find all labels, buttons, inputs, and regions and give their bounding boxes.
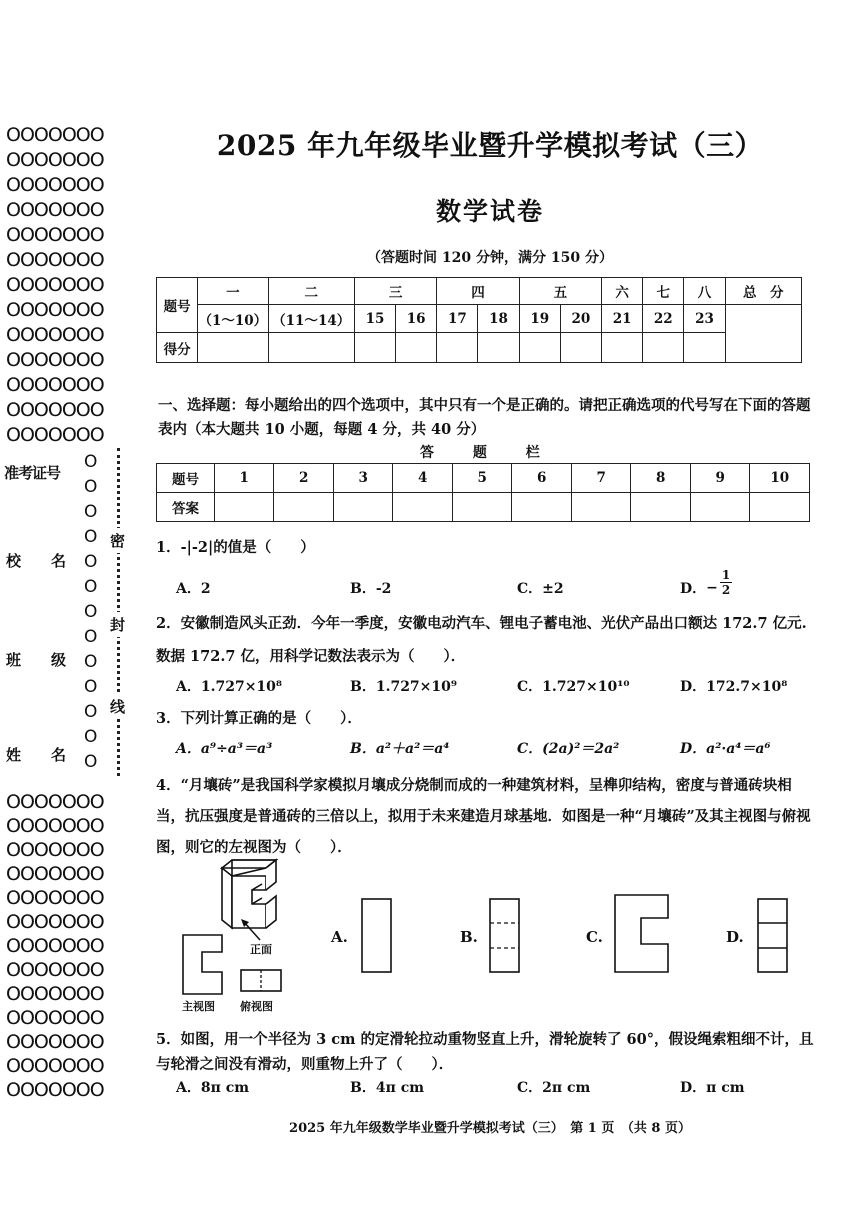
q5-option-d: D．π cm	[680, 1080, 745, 1096]
answer-cell[interactable]	[452, 493, 512, 522]
ring: O	[84, 527, 98, 547]
ring-row: OOOOOOO	[6, 863, 104, 885]
ring-row: OOOOOOO	[6, 374, 104, 396]
ring: O	[84, 552, 98, 572]
ring-row: OOOOOOO	[6, 911, 104, 933]
question-range: 17	[437, 305, 478, 333]
answer-number: 10	[750, 464, 810, 493]
score-cell[interactable]	[602, 333, 643, 363]
q4-option-a-figure	[361, 898, 393, 974]
ring-row: OOOOOOO	[6, 839, 104, 861]
ring: O	[84, 452, 98, 472]
ring-row: OOOOOOO	[6, 815, 104, 837]
ring-row: OOOOOOO	[6, 1031, 104, 1053]
ring: O	[84, 677, 98, 697]
school-label: 校 名	[6, 552, 67, 570]
score-cell[interactable]	[268, 333, 354, 363]
q2-option-d: D．172.7×10⁸	[680, 679, 788, 695]
top-view-caption: 俯视图	[240, 1000, 273, 1013]
question-1-stem: 1．-|-2|的值是（ ）	[156, 539, 315, 556]
question-range: （1～10）	[198, 305, 268, 333]
question-range: 19	[519, 305, 560, 333]
section-header: 一	[198, 278, 268, 305]
score-cell[interactable]	[437, 333, 478, 363]
q2-option-a: A．1.727×10⁸	[176, 679, 283, 695]
ring-row: OOOOOOO	[6, 935, 104, 957]
answer-cell[interactable]	[750, 493, 810, 522]
ring-row: OOOOOOO	[6, 349, 104, 371]
q2-option-b: B．1.727×10⁹	[350, 679, 458, 695]
answer-cell[interactable]	[333, 493, 393, 522]
ring: O	[84, 477, 98, 497]
seal-char-xian: 线	[110, 694, 125, 719]
question-range: 16	[396, 305, 437, 333]
ring: O	[84, 727, 98, 747]
ring-row: OOOOOOO	[6, 424, 104, 446]
answer-number: 2	[274, 464, 334, 493]
q3-option-c: C．(2a)²＝2a²	[517, 741, 620, 757]
q1-option-b: B．-2	[350, 581, 392, 597]
answer-cell[interactable]	[214, 493, 274, 522]
q1-option-a: A．2	[176, 581, 211, 597]
q5-option-c: C．2π cm	[517, 1080, 591, 1096]
exam-info: （答题时间 120 分钟，满分 150 分）	[367, 250, 613, 266]
q4-option-a-label: A.	[331, 928, 348, 946]
section-header: 八	[684, 278, 725, 305]
q5-option-b: B．4π cm	[350, 1080, 425, 1096]
q3-option-b: B．a²＋a²＝a⁴	[350, 741, 450, 757]
q5-option-a: A．8π cm	[176, 1080, 250, 1096]
score-cell[interactable]	[354, 333, 395, 363]
ring: O	[84, 752, 98, 772]
ring-row: OOOOOOO	[6, 983, 104, 1005]
front-label: 正面	[250, 943, 272, 956]
q1-option-d-prefix: D．	[680, 581, 707, 597]
ring-row: OOOOOOO	[6, 174, 104, 196]
question-2-stem: 2．安徽制造风头正劲．今年一季度，安徽电动汽车、锂电子蓄电池、光伏产品出口额达 172.7 亿元.数据 172.7 亿，用科学记数法表示为（ ）．	[156, 615, 807, 665]
exam-subtitle: 数学试卷	[435, 197, 544, 226]
answer-table	[156, 463, 810, 522]
ring: O	[84, 652, 98, 672]
question-4-stem: 4．“月壤砖”是我国科学家模拟月壤成分烧制而成的一种建筑材料，呈榫卯结构，密度与普通砖块相当，抗压强度是普通砖的三倍以上，拟用于未来建造月球基地．如图是一种“月壤砖”及其主视图与俯视图，则它的左视图为（ ）．	[156, 777, 811, 856]
question-range: 15	[354, 305, 395, 333]
ring-row: OOOOOOO	[6, 149, 104, 171]
q4-option-b-figure	[489, 898, 521, 974]
answer-cell[interactable]	[274, 493, 334, 522]
ring-row: OOOOOOO	[6, 1079, 104, 1101]
answer-cell[interactable]	[690, 493, 750, 522]
ring-row: OOOOOOO	[6, 399, 104, 421]
q1-option-d: D． − $\frac{1}{2}$	[680, 567, 731, 597]
q4-option-d-figure	[757, 898, 789, 974]
score-cell[interactable]	[519, 333, 560, 363]
question-5-stem: 5．如图，用一个半径为 3 cm 的定滑轮拉动重物竖直上升，滑轮旋转了 60°，假设绳索粗细不计，且与轮滑之间没有滑动，则重物上升了（ ）．	[156, 1031, 814, 1073]
main-view-caption: 主视图	[182, 1000, 215, 1013]
q3-option-a: A．a⁹÷a³＝a³	[176, 741, 273, 757]
ring-row: OOOOOOO	[6, 887, 104, 909]
section-header: 总 分	[725, 278, 801, 305]
question-range: 18	[478, 305, 519, 333]
score-cell[interactable]	[643, 333, 684, 363]
exam-number-label: 准考证号	[4, 464, 61, 482]
answer-number: 1	[214, 464, 274, 493]
answer-bar-title: 答 题 栏	[420, 445, 540, 461]
seal-char-mi: 密	[110, 528, 125, 553]
total-score-cell[interactable]	[725, 305, 801, 363]
answer-row-label: 题号	[157, 464, 215, 493]
score-cell[interactable]	[560, 333, 601, 363]
ring-row: OOOOOOO	[6, 791, 104, 813]
q4-option-c-label: C.	[586, 928, 603, 946]
section-header: 七	[643, 278, 684, 305]
ring-row: OOOOOOO	[6, 274, 104, 296]
ring: O	[84, 702, 98, 722]
question-range: 21	[602, 305, 643, 333]
page-footer: 2025 年九年级数学毕业暨升学模拟考试（三） 第 1 页 （共 8 页）	[289, 1121, 691, 1136]
answer-number: 4	[393, 464, 453, 493]
answer-cell[interactable]	[393, 493, 453, 522]
ring-row: OOOOOOO	[6, 324, 104, 346]
answer-cell[interactable]	[512, 493, 572, 522]
ring-row: OOOOOOO	[6, 959, 104, 981]
answer-number: 3	[333, 464, 393, 493]
answer-number: 5	[452, 464, 512, 493]
main-view-figure	[182, 934, 224, 996]
fraction	[720, 568, 732, 597]
q4-option-c-figure	[614, 894, 670, 974]
score-row-label: 题号	[157, 278, 198, 333]
question-range: （11～14）	[268, 305, 354, 333]
exam-title: 2025 年九年级毕业暨升学模拟考试（三）	[216, 129, 764, 162]
section-header: 六	[602, 278, 643, 305]
score-cell[interactable]	[198, 333, 268, 363]
fraction-denominator: 2	[721, 582, 731, 597]
section-header: 五	[519, 278, 601, 305]
ring: O	[84, 627, 98, 647]
ring-row: OOOOOOO	[6, 249, 104, 271]
ring: O	[84, 502, 98, 522]
section-header: 四	[437, 278, 519, 305]
ring-row: OOOOOOO	[6, 124, 104, 146]
question-range: 22	[643, 305, 684, 333]
answer-cell[interactable]	[571, 493, 631, 522]
section-1-instructions: 一、选择题：每小题给出的四个选项中，其中只有一个是正确的。请把正确选项的代号写在下面的答题表内（本大题共 10 小题，每题 4 分，共 40 分）	[158, 397, 811, 438]
q4-option-b-label: B.	[460, 928, 478, 946]
ring: O	[84, 577, 98, 597]
top-view-figure	[240, 969, 282, 993]
answer-number: 8	[631, 464, 691, 493]
fraction-numerator: 1	[721, 567, 731, 582]
ring-row: OOOOOOO	[6, 224, 104, 246]
ring-row: OOOOOOO	[6, 1055, 104, 1077]
name-label: 姓 名	[6, 746, 67, 764]
section-header: 二	[268, 278, 354, 305]
answer-cell[interactable]	[631, 493, 691, 522]
answer-number: 7	[571, 464, 631, 493]
section-header: 三	[354, 278, 436, 305]
answer-number: 9	[690, 464, 750, 493]
class-label: 班 级	[6, 651, 67, 669]
question-range: 23	[684, 305, 725, 333]
ring-row: OOOOOOO	[6, 199, 104, 221]
q3-option-d: D．a²·a⁴＝a⁶	[680, 741, 771, 757]
q4-option-d-label: D.	[726, 928, 744, 946]
question-3-stem: 3．下列计算正确的是（ ）．	[156, 710, 362, 727]
ring: O	[84, 602, 98, 622]
answer-number: 6	[512, 464, 572, 493]
ring-row: OOOOOOO	[6, 1007, 104, 1029]
answer-row-label: 答案	[157, 493, 215, 522]
score-table	[156, 277, 802, 363]
score-cell[interactable]	[478, 333, 519, 363]
question-range: 20	[560, 305, 601, 333]
score-cell[interactable]	[396, 333, 437, 363]
q1-option-c: C．±2	[517, 581, 564, 597]
q2-option-c: C．1.727×10¹⁰	[517, 679, 630, 695]
score-cell[interactable]	[684, 333, 725, 363]
score-row-label: 得分	[157, 333, 198, 363]
ring-row: OOOOOOO	[6, 299, 104, 321]
seal-char-feng: 封	[110, 612, 125, 637]
